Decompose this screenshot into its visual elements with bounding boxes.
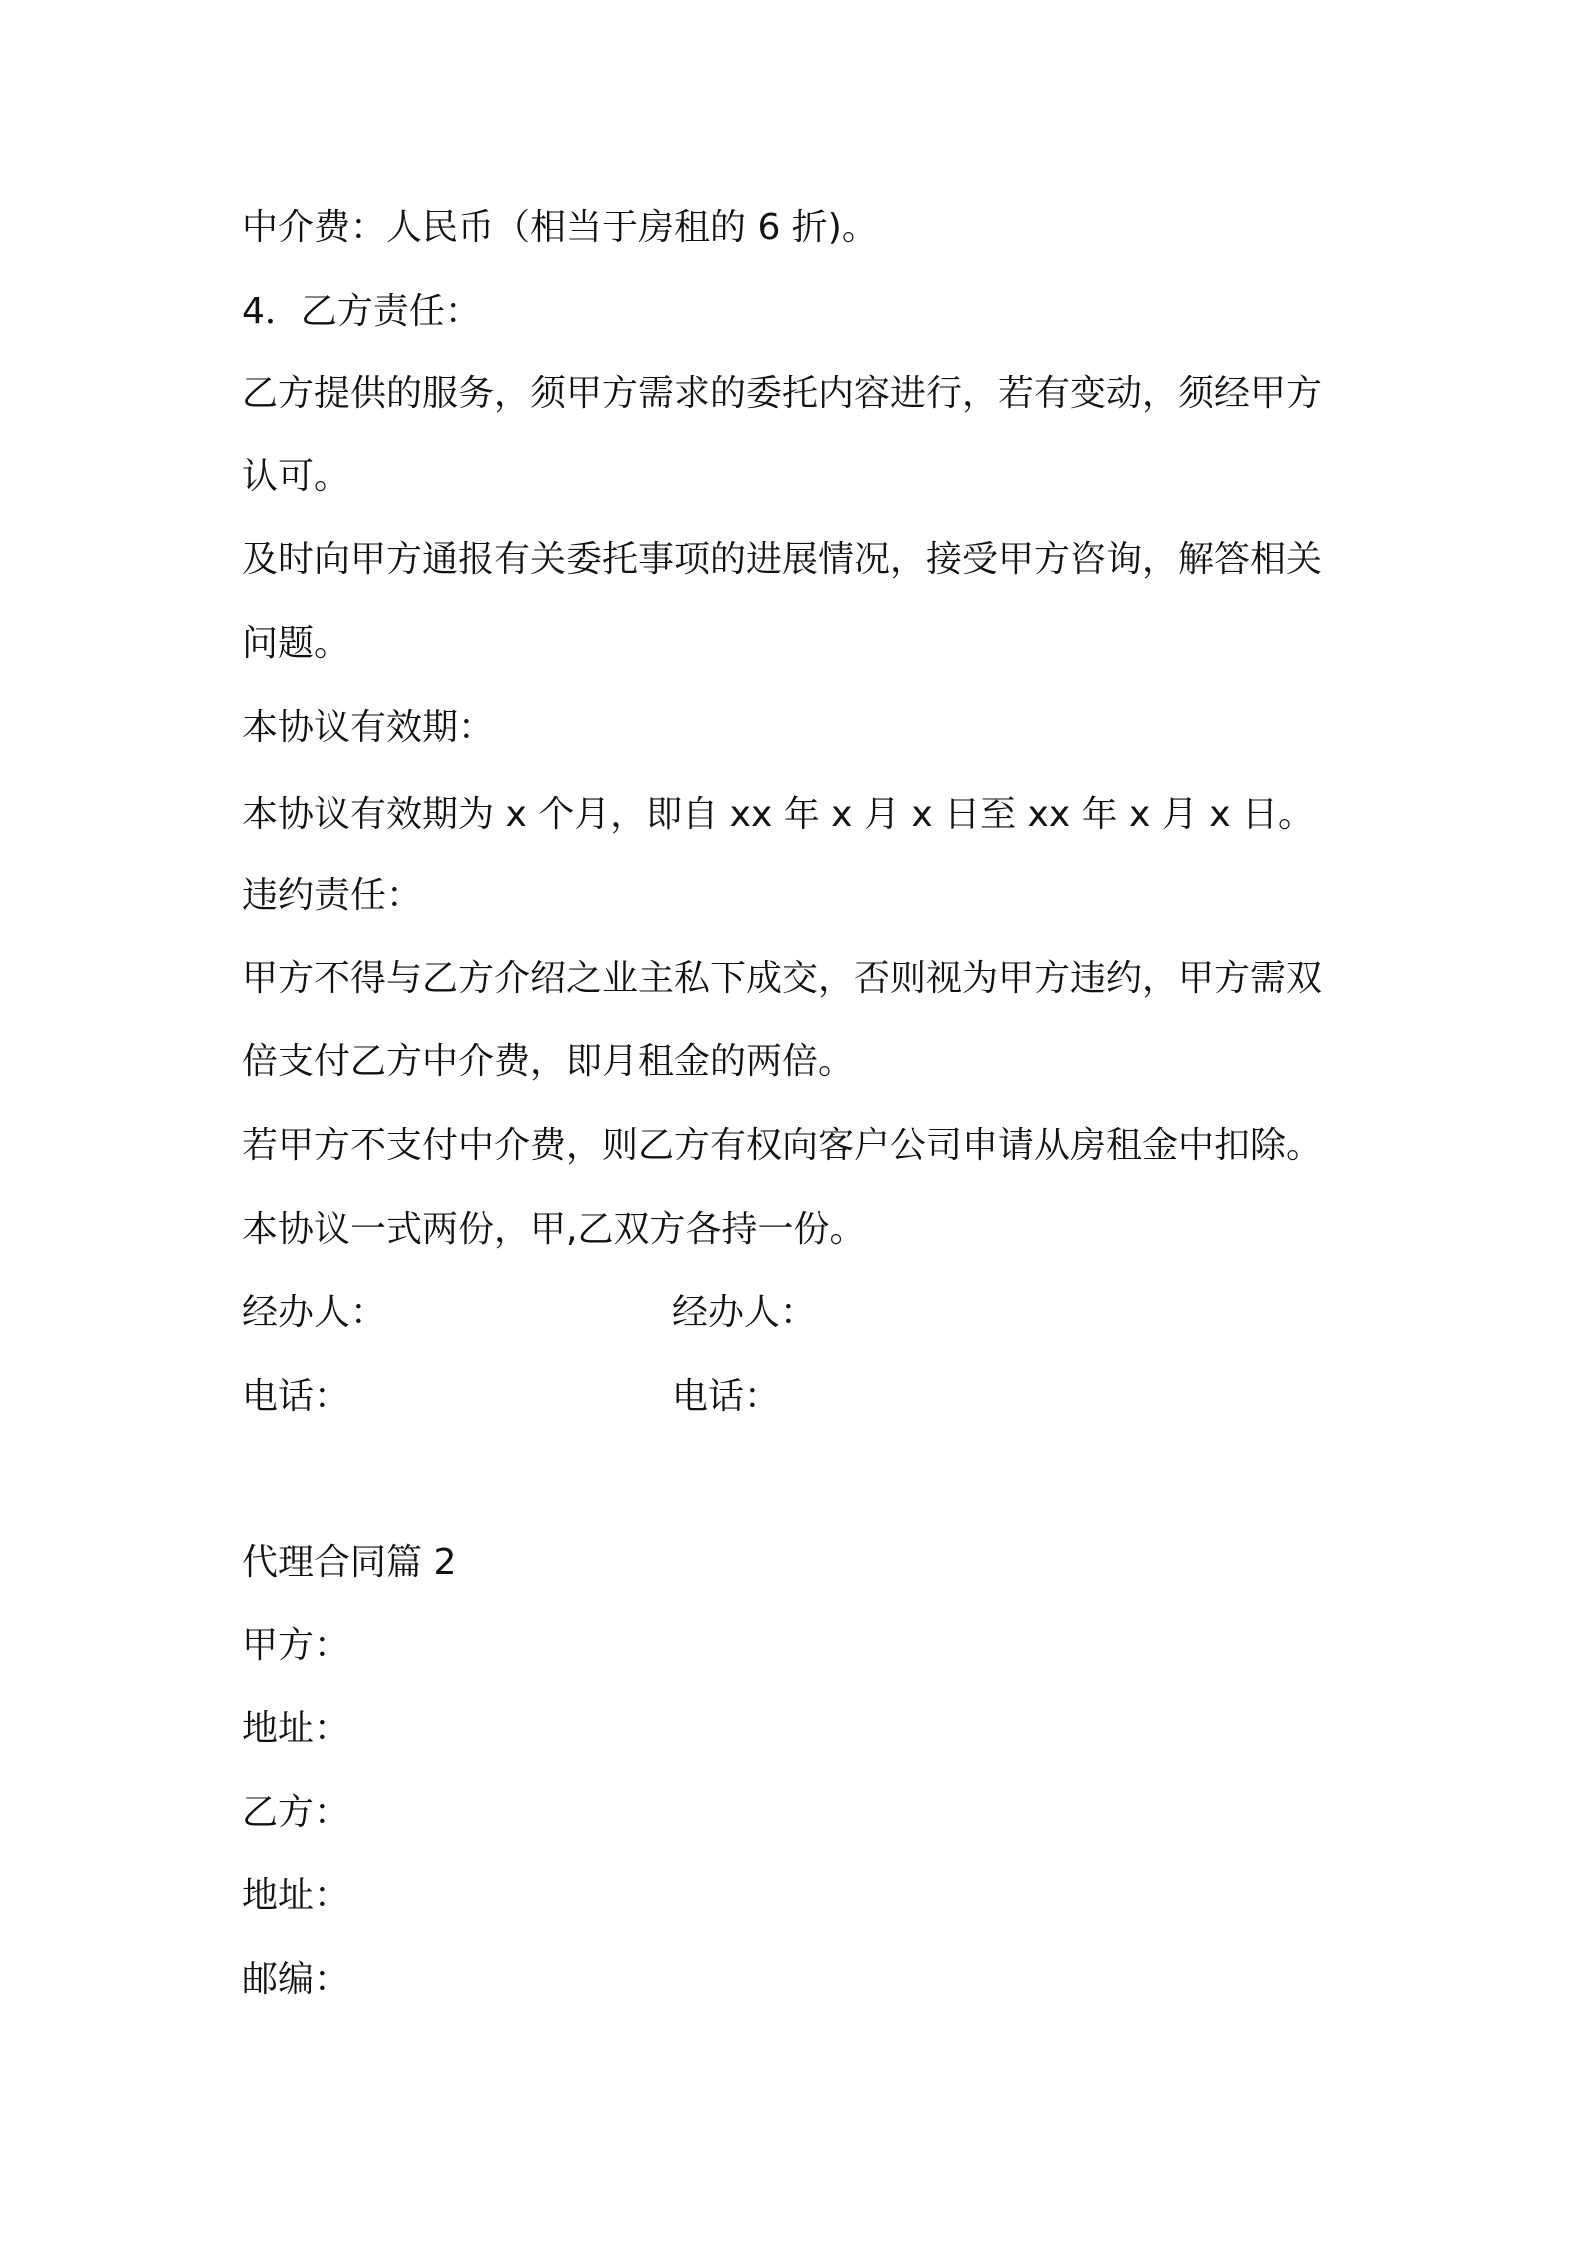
breach-clause-line-1: 甲方不得与乙方介绍之业主私下成交，否则视为甲方违约，甲方需双 (242, 958, 1323, 999)
party-b-field: 乙方： (242, 1792, 351, 1833)
agency-fee-line: 中介费：人民币（相当于房租的 6 折)。 (242, 207, 878, 248)
copies-clause: 本协议一式两份，甲,乙双方各持一份。 (242, 1209, 866, 1250)
party-a-field: 甲方： (242, 1625, 351, 1666)
party-b-agent-label: 经办人： (672, 1292, 817, 1333)
validity-heading: 本协议有效期： (242, 707, 495, 748)
report-clause-line-1: 及时向甲方通报有关委托事项的进展情况，接受甲方咨询，解答相关 (242, 539, 1323, 580)
party-a-agent-label: 经办人： (242, 1292, 387, 1333)
breach-clause-line-2: 倍支付乙方中介费，即月租金的两倍。 (242, 1041, 855, 1082)
service-clause-line-1: 乙方提供的服务，须甲方需求的委托内容进行，若有变动，须经甲方 (242, 373, 1323, 414)
section2-title: 代理合同篇 2 (242, 1542, 457, 1583)
validity-clause: 本协议有效期为 x 个月，即自 xx 年 x 月 x 日至 xx 年 x 月 x 日。 (242, 794, 1314, 835)
party-a-phone-label: 电话： (242, 1376, 351, 1417)
party-b-phone-label: 电话： (672, 1376, 781, 1417)
postcode-field: 邮编： (242, 1959, 351, 2000)
breach-heading: 违约责任： (242, 875, 423, 916)
deduction-clause: 若甲方不支付中介费，则乙方有权向客户公司申请从房租金中扣除。 (242, 1125, 1323, 1166)
party-a-address-field: 地址： (242, 1708, 351, 1749)
party-b-responsibility-heading: 4．乙方责任： (242, 291, 481, 332)
report-clause-line-2: 问题。 (242, 623, 351, 664)
party-b-address-field: 地址： (242, 1875, 351, 1916)
service-clause-line-2: 认可。 (242, 456, 351, 497)
